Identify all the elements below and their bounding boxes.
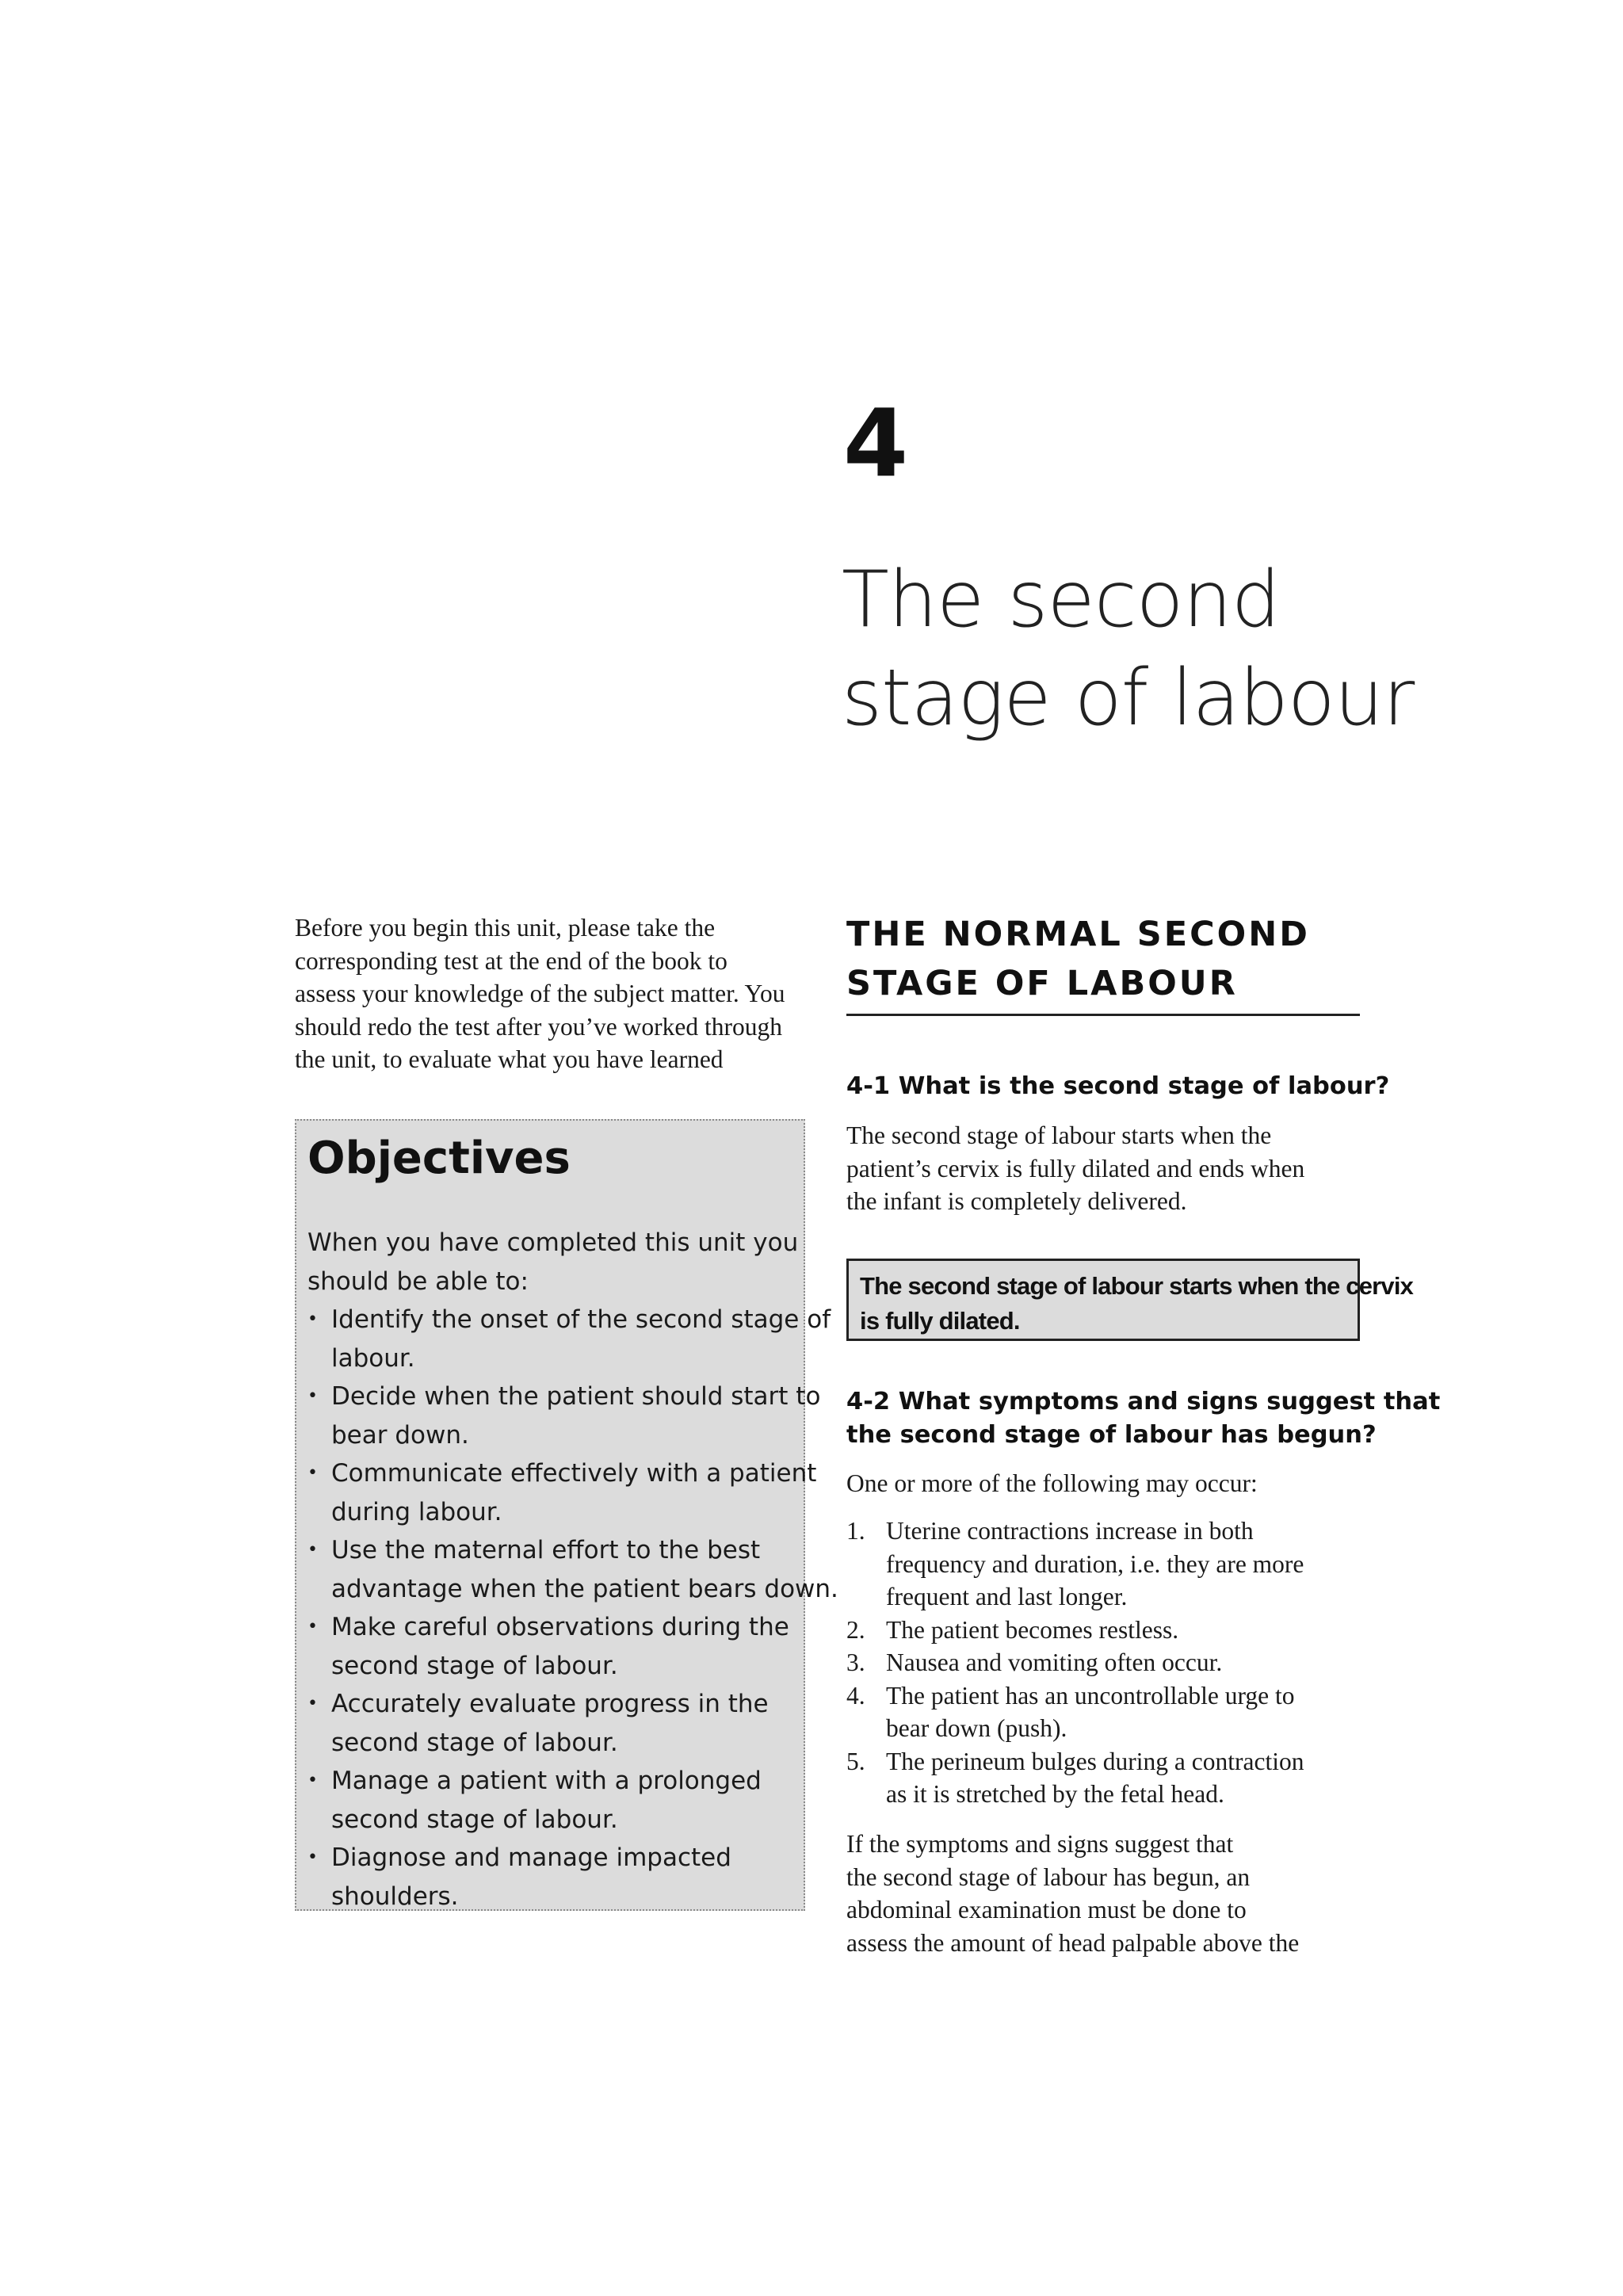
objective-line: labour. — [331, 1343, 415, 1373]
list-line: bear down (push). — [886, 1714, 1067, 1742]
bullet: • — [307, 1463, 318, 1483]
bullet: • — [307, 1386, 318, 1406]
list-line: The patient has an uncontrollable urge to — [886, 1681, 1295, 1710]
chapter-title — [842, 551, 1415, 747]
intro-paragraph — [295, 911, 810, 1076]
objective-line: Diagnose and manage impacted — [331, 1843, 731, 1872]
objective-item — [307, 1531, 838, 1608]
list-item — [846, 1646, 1369, 1679]
list-item — [846, 1515, 1369, 1614]
objective-line: Accurately evaluate progress in the — [331, 1690, 769, 1718]
objective-item — [307, 1377, 821, 1454]
chapter-title-line: The second — [842, 555, 1280, 645]
key-point-line: is fully dilated. — [860, 1307, 1020, 1335]
answer-line: patient’s cervix is fully dilated and ends when — [846, 1154, 1305, 1182]
list-lead — [846, 1467, 1369, 1500]
section-heading — [846, 910, 1361, 1008]
bullet: • — [307, 1771, 318, 1790]
question-heading — [846, 1385, 1441, 1452]
intro-line: assess your knowledge of the subject matter. You — [295, 980, 785, 1007]
section-heading-line: THE NORMAL SECOND — [846, 915, 1310, 954]
chapter-title-line: stage of labour — [842, 653, 1415, 743]
objectives-body — [307, 1224, 838, 1916]
objective-line: second stage of labour. — [331, 1728, 618, 1757]
objective-item — [307, 1301, 831, 1377]
objective-item — [307, 1685, 799, 1762]
objective-line: during labour. — [331, 1497, 502, 1526]
bullet: • — [307, 1617, 318, 1637]
objective-line: bear down. — [331, 1420, 469, 1450]
closing-line: assess the amount of head palpable above the — [846, 1928, 1300, 1957]
key-point-line: The second stage of labour starts when the cervix — [860, 1272, 1414, 1300]
numbered-list — [846, 1515, 1369, 1811]
objective-line: Communicate effectively with a patient — [331, 1459, 817, 1488]
objectives-title: Objectives — [307, 1133, 571, 1184]
list-item — [846, 1679, 1369, 1745]
objective-line: Make careful observations during the — [331, 1613, 789, 1641]
closing-paragraph — [846, 1828, 1369, 1959]
objectives-lead-line: When you have completed this unit you — [307, 1228, 799, 1257]
list-line: The perineum bulges during a contraction — [886, 1747, 1304, 1775]
objectives-box — [295, 1119, 838, 1911]
intro-line: should redo the test after you’ve worked through — [295, 1012, 782, 1041]
bullet: • — [307, 1309, 318, 1329]
list-number: 1. — [846, 1517, 865, 1545]
objective-line: Manage a patient with a prolonged — [331, 1767, 762, 1795]
list-line: frequent and last longer. — [886, 1583, 1128, 1610]
objective-item — [307, 1839, 799, 1916]
list-item — [846, 1745, 1369, 1811]
objective-line: Use the maternal effort to the best — [331, 1536, 761, 1564]
list-line: as it is stretched by the fetal head. — [886, 1780, 1224, 1808]
list-number: 5. — [846, 1747, 865, 1775]
question-heading-line: 4-2 What symptoms and signs suggest that — [846, 1388, 1441, 1415]
list-number: 4. — [846, 1681, 865, 1710]
list-lead-line: One or more of the following may occur: — [846, 1469, 1258, 1497]
chapter-number: 4 — [843, 388, 909, 498]
objective-line: Identify the onset of the second stage of — [331, 1305, 831, 1334]
list-line: Nausea and vomiting often occur. — [886, 1648, 1223, 1676]
bullet: • — [307, 1694, 318, 1713]
list-line: Uterine contractions increase in both — [886, 1517, 1254, 1545]
list-line: frequency and duration, i.e. they are more — [886, 1549, 1304, 1578]
answer-line: the infant is completely delivered. — [846, 1187, 1187, 1215]
question-answer — [846, 1119, 1369, 1218]
section-heading-line: STAGE OF LABOUR — [846, 964, 1238, 1003]
objective-line: shoulders. — [331, 1881, 459, 1911]
bullet: • — [307, 1540, 318, 1560]
list-number: 3. — [846, 1648, 865, 1676]
objective-item — [307, 1454, 817, 1531]
intro-line: the unit, to evaluate what you have learned — [295, 1045, 724, 1073]
key-point-box — [846, 1259, 1414, 1341]
objectives-lead-line: should be able to: — [307, 1266, 529, 1296]
section-divider — [846, 1014, 1360, 1016]
closing-line: abdominal examination must be done to — [846, 1896, 1247, 1924]
objective-line: second stage of labour. — [331, 1651, 618, 1680]
objective-item — [307, 1762, 799, 1839]
list-line: The patient becomes restless. — [886, 1615, 1179, 1644]
objective-line: second stage of labour. — [331, 1805, 618, 1834]
closing-line: If the symptoms and signs suggest that — [846, 1830, 1234, 1858]
objective-line: Decide when the patient should start to — [331, 1382, 821, 1411]
question-heading: 4-1 What is the second stage of labour? — [846, 1072, 1390, 1100]
bullet: • — [307, 1847, 318, 1867]
intro-line: corresponding test at the end of the book to — [295, 946, 727, 975]
question-heading-line: the second stage of labour has begun? — [846, 1421, 1377, 1449]
closing-line: the second stage of labour has begun, an — [846, 1862, 1251, 1891]
objective-line: advantage when the patient bears down. — [331, 1574, 838, 1603]
answer-line: The second stage of labour starts when the — [846, 1121, 1272, 1149]
list-item — [846, 1614, 1369, 1647]
intro-line: Before you begin this unit, please take the — [295, 914, 716, 942]
objective-item — [307, 1608, 799, 1685]
list-number: 2. — [846, 1615, 865, 1644]
